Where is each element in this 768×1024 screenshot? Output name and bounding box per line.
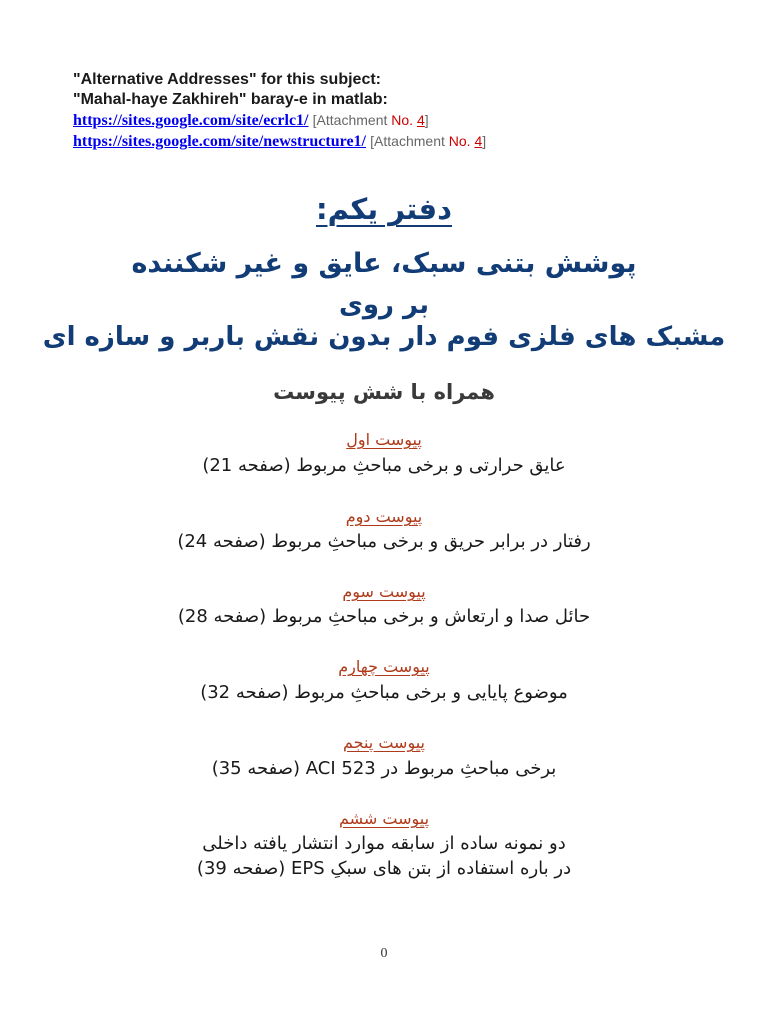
appendix-5-desc: برخی مباحثِ مربوط در ACI 523 (صفحه 35) — [211, 758, 557, 779]
appendix-5-title[interactable]: پیوست پنجم — [342, 733, 425, 752]
header-block — [73, 70, 693, 152]
appendix-6-desc: دو نمونه ساده از سابقه موارد انتشار یافته داخلی — [202, 833, 566, 854]
appendix-3-title[interactable]: پیوست سوم — [342, 582, 426, 601]
page-number: 0 — [380, 946, 388, 961]
subtitle: همراه با شش پیوست — [273, 380, 495, 404]
title-line-2: بر روی — [339, 290, 429, 320]
header-line-2: "Mahal-haye Zakhireh" baray-e in matlab: — [73, 91, 388, 108]
title-line-3: مشبک های فلزی فوم دار بدون نقش باربر و سازه ای — [42, 322, 726, 352]
link-line-2 — [73, 131, 693, 152]
book-title: دفتر یکم: — [316, 192, 452, 226]
link-line-1 — [73, 110, 693, 131]
header-line-1: "Alternative Addresses" for this subject: — [73, 71, 381, 88]
link-ecrlc1[interactable]: https://sites.google.com/site/ecrlc1/ — [73, 112, 309, 129]
appendix-2-title[interactable]: پیوست دوم — [345, 507, 423, 526]
appendix-4-desc: موضوع پایایی و برخی مباحثِ مربوط (صفحه 32) — [200, 682, 568, 703]
appendix-1-title[interactable]: پیوست اول — [346, 430, 422, 449]
title-line-1: پوشش بتنی سبک، عایق و غیر شکننده — [131, 248, 637, 279]
link-newstructure1[interactable]: https://sites.google.com/site/newstructure1/ — [73, 133, 366, 150]
appendix-3-desc: حائل صدا و ارتعاش و برخی مباحثِ مربوط (صفحه 28) — [177, 606, 591, 627]
appendix-4-title[interactable]: پیوست چهارم — [338, 657, 430, 676]
attachment-label-1: [Attachment No. 4] — [312, 112, 429, 128]
appendix-1-desc: عایق حرارتی و برخی مباحثِ مربوط (صفحه 21) — [202, 455, 566, 476]
appendix-2-desc: رفتار در برابر حریق و برخی مباحثِ مربوط (صفحه 24) — [177, 531, 591, 552]
appendix-6-desc-2: در باره استفاده از بتن های سبکِ EPS (صفحه 39) — [196, 858, 572, 879]
attachment-label-2: [Attachment No. 4] — [370, 133, 487, 149]
appendix-6-title[interactable]: پیوست ششم — [338, 809, 430, 828]
